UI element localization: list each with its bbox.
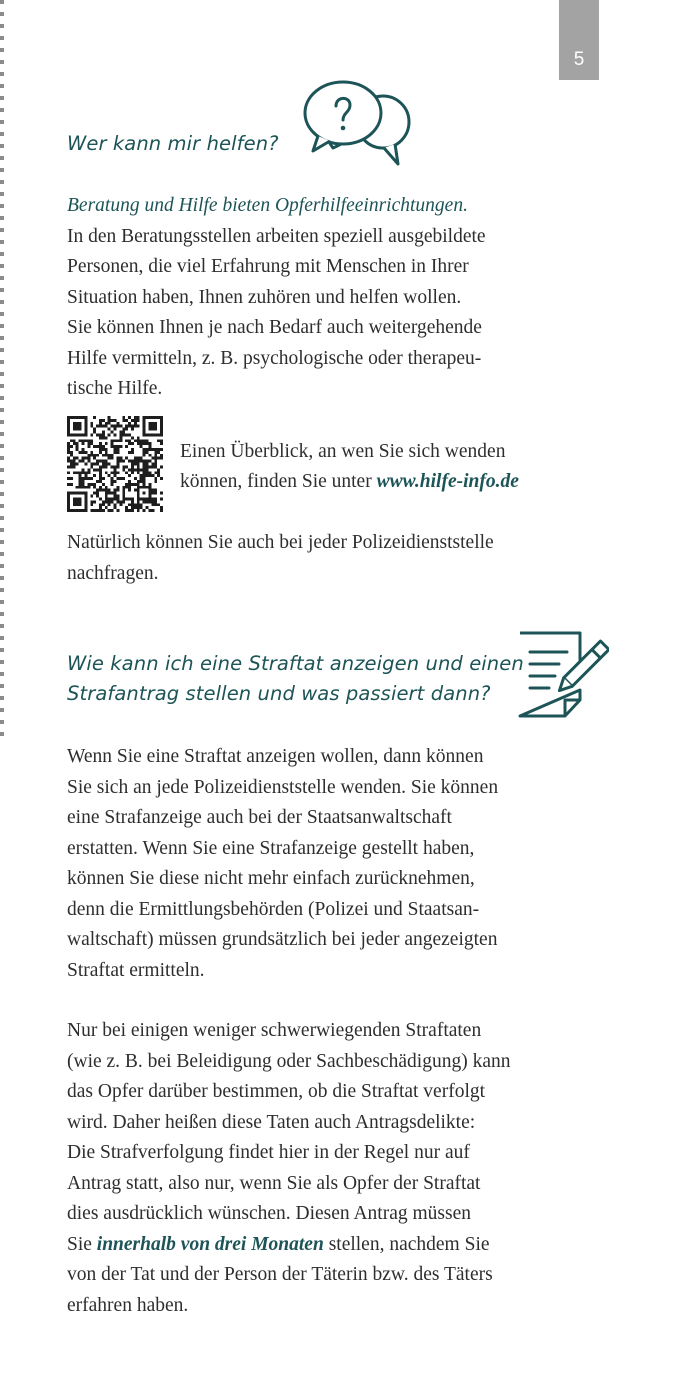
body-line: dies ausdrücklich wünschen. Diesen Antrag müssen (67, 1203, 471, 1224)
lead-sentence: Beratung und Hilfe bieten Opferhilfeeinrichtungen. (67, 195, 468, 216)
body-line (67, 1230, 567, 1261)
deadline-prefix: Sie (67, 1233, 97, 1255)
body-line: In den Beratungsstellen arbeiten speziell ausgebildete (67, 225, 486, 247)
section2-paragraph1 (67, 742, 567, 986)
body-line: eine Strafanzeige auch bei der Staatsanwaltschaft (67, 807, 452, 828)
section-heading-help: Wer kann mir helfen? (67, 132, 279, 155)
deadline-suffix: stellen, nachdem Sie (323, 1233, 490, 1255)
qr-hint-prefix: können, finden Sie unter (180, 471, 377, 492)
qr-hint-line (180, 467, 519, 497)
page-number (559, 0, 599, 80)
body-line: nachfragen. (67, 562, 159, 584)
body-line: Nur bei einigen weniger schwerwiegenden Straftaten (67, 1020, 482, 1041)
hilfe-info-link[interactable]: www.hilfe-info.de (376, 471, 519, 492)
section2-paragraph2 (67, 1016, 567, 1321)
body-line: Hilfe vermitteln, z. B. psychologische oder therapeu- (67, 347, 482, 369)
body-line: erstatten. Wenn Sie eine Strafanzeige gestellt haben, (67, 837, 475, 859)
body-line: können Sie diese nicht mehr einfach zurücknehmen, (67, 868, 475, 889)
body-line: Situation haben, Ihnen zuhören und helfen wollen. (67, 286, 462, 308)
document-pen-icon (515, 628, 609, 722)
section-heading-report (67, 649, 524, 709)
body-line: Antrag statt, also nur, wenn Sie als Opfer der Straftat (67, 1172, 481, 1194)
body-line: Natürlich können Sie auch bei jeder Polizeidienststelle (67, 532, 494, 553)
body-line: (wie z. B. bei Beleidigung oder Sachbeschädigung) kann (67, 1050, 511, 1072)
body-line: Personen, die viel Erfahrung mit Menschen in Ihrer (67, 256, 469, 277)
page-number-label: 5 (573, 49, 585, 70)
body-line: Die Strafverfolgung findet hier in der Regel nur auf (67, 1142, 470, 1163)
deadline-emphasis: innerhalb von drei Monaten (96, 1233, 324, 1255)
qr-hint-line: Einen Überblick, an wen Sie sich wenden (180, 441, 506, 462)
heading-line: Strafantrag stellen und was passiert dann? (67, 682, 491, 705)
qr-code-icon[interactable] (67, 416, 163, 512)
body-line: das Opfer darüber bestimmen, ob die Straftat verfolgt (67, 1081, 486, 1102)
body-line: tische Hilfe. (67, 378, 163, 399)
body-line: von der Tat und der Person der Täterin bzw. des Täters (67, 1264, 493, 1285)
body-line: Straftat ermitteln. (67, 959, 205, 981)
heading-line: Wie kann ich eine Straftat anzeigen und einen (67, 652, 524, 675)
body-line: waltschaft) müssen grundsätzlich bei jeder angezeigten (67, 929, 498, 950)
body-line: Sie sich an jede Polizeidienststelle wenden. Sie können (67, 776, 499, 798)
section1-body (67, 191, 567, 405)
speech-bubbles-question-icon (300, 76, 416, 168)
body-line: Sie können Ihnen je nach Bedarf auch weitergehende (67, 317, 482, 338)
police-note (67, 528, 567, 589)
body-line: denn die Ermittlungsbehörden (Polizei und Staatsan- (67, 898, 480, 920)
body-line: Wenn Sie eine Straftat anzeigen wollen, dann können (67, 746, 484, 767)
body-line: erfahren haben. (67, 1294, 189, 1316)
perforation-edge (0, 0, 4, 740)
body-line: wird. Daher heißen diese Taten auch Antragsdelikte: (67, 1111, 476, 1133)
qr-hint (180, 437, 519, 497)
